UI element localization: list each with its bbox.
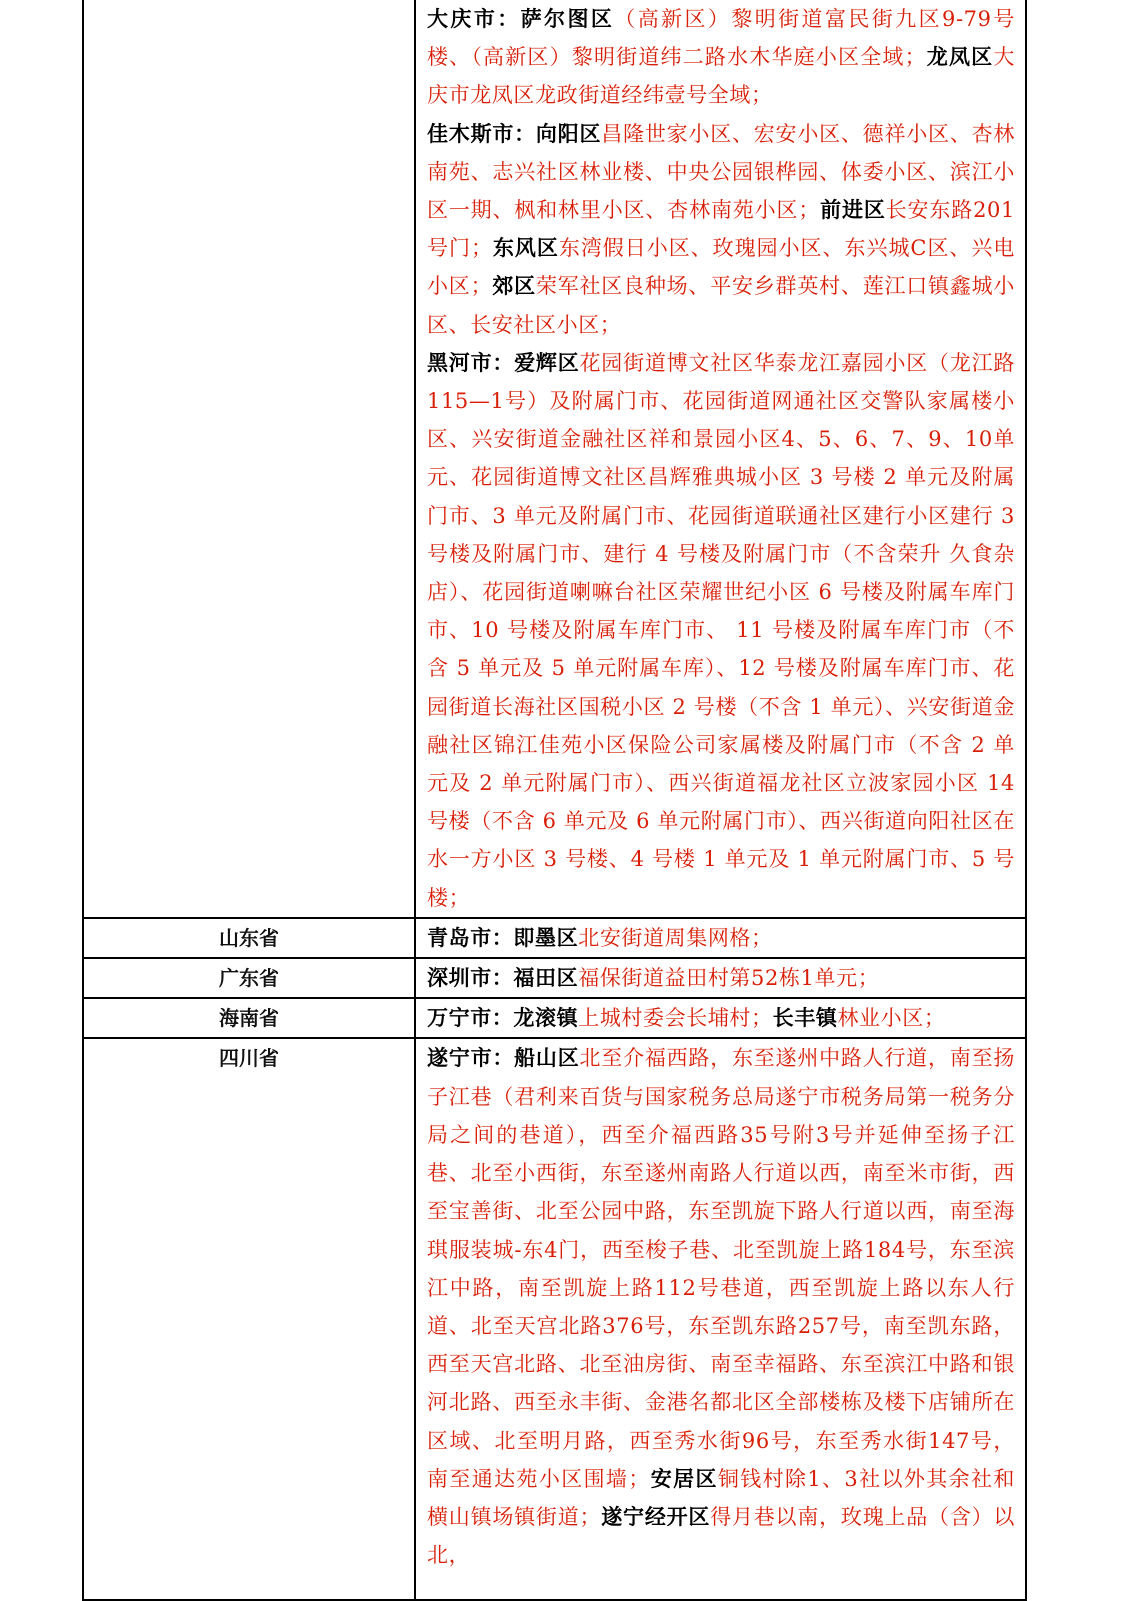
area-detail: 花园街道博文社区华泰龙江嘉园小区（龙江路115—1号）及附属门市、花园街道网通社区交警队家属楼小区、兴安街道金融社区祥和景园小区4、5、6、7、9、10单元、花园街道博文社区昌辉雅典城小区 3 号楼 2 单元及附属门市、3 单元及附属门市、花园街道联通社区建行小区建行 3 号楼及附属门市、建行 4 号楼及附属门市（不含荣升 久食杂店）、花园街道喇嘛台社区荣耀世纪小区 6 号楼及附属车库门市、10 号楼及附属车库门市、 11 号楼及附属车库门市（不含 5 单元及 5 单元附属车库）、12 号楼及附属车库门市、花园街道长海社区国税小区 2 号楼（不含 1 单元）、兴安街道金融社区锦江佳苑小区保险公司家属楼及附属门市（不含 2 单元及 2 单元附属门市）、西兴街道福龙社区立波家园小区 14 号楼（不含 6 单元及 6 单元附属门市）、西兴街道向阳社区在水一方小区 3 号楼、4 号楼 1 单元及 1 单元附属门市、5 号楼； — [427, 350, 1015, 910]
table-row — [83, 998, 1026, 1038]
region-name: 萨尔图区 — [520, 7, 615, 31]
area-list-cell — [415, 918, 1026, 958]
area-detail: 长安东路201号门； — [427, 198, 1015, 261]
region-name: 郊区 — [492, 274, 536, 299]
area-detail: （高新区）黎明街道富民街九区9-79号楼、（高新区）黎明街道纬二路水木华庭小区全域； — [427, 7, 1015, 70]
table-row — [83, 1038, 1026, 1600]
region-name: 遂宁市： — [427, 1046, 515, 1071]
region-name: 遂宁经开区 — [601, 1504, 711, 1529]
risk-area-table — [82, 0, 1027, 1601]
area-paragraph — [427, 344, 1015, 917]
area-detail: 上城村委会长埔村； — [578, 1006, 773, 1031]
region-name: 爱辉区 — [514, 350, 580, 375]
region-name: 长丰镇 — [772, 1006, 838, 1031]
region-name: 即墨区 — [513, 925, 579, 950]
region-name: 大庆市： — [427, 7, 521, 31]
area-list-cell — [415, 0, 1026, 918]
region-name: 万宁市： — [427, 1006, 514, 1031]
region-name: 船山区 — [514, 1046, 580, 1071]
region-name: 龙凤区 — [926, 45, 994, 70]
area-detail: 铜钱村除1、3社以外其余社和横山镇场镇街道； — [427, 1466, 1015, 1529]
area-detail: 得月巷以南，玫瑰上品（含）以北， — [427, 1504, 1015, 1568]
province-cell: 广东省 — [83, 958, 415, 998]
area-paragraph — [427, 0, 1015, 115]
area-paragraph — [427, 999, 1015, 1037]
region-name: 黑河市： — [427, 350, 515, 375]
table-row — [83, 918, 1026, 958]
region-name: 东风区 — [492, 236, 559, 261]
table-row — [83, 958, 1026, 998]
region-name: 福田区 — [513, 966, 579, 991]
area-detail: 北至介福西路，东至遂州中路人行道，南至扬子江巷（君利来百货与国家税务总局遂宁市税务局第一税务分局之间的巷道），西至介福西路35号附3号并延伸至扬子江巷、北至小西街，东至遂州南路人行道以西，南至米市街，西至宝善街、北至公园中路，东至凯旋下路人行道以西，南至海琪服装城-东4门，西至梭子巷、北至凯旋上路184号，东至滨江中路，南至凯旋上路112号巷道，西至凯旋上路以东人行道、北至天宫北路376号，东至凯东路257号，南至凯东路，西至天宫北路、北至油房街、南至幸福路、东至滨江中路和银河北路、西至永丰街、金港名都北区全部楼栋及楼下店铺所在区域、北至明月路，西至秀水街96号，东至秀水街147号，南至通达苑小区围墙； — [427, 1046, 1015, 1491]
area-paragraph — [427, 959, 1015, 997]
region-name: 安居区 — [649, 1466, 718, 1491]
area-paragraph — [427, 115, 1015, 344]
province-cell — [83, 0, 415, 918]
region-name: 深圳市： — [427, 966, 514, 991]
table-row — [83, 0, 1026, 918]
area-detail: 林业小区； — [837, 1006, 946, 1031]
area-list-cell — [415, 958, 1026, 998]
region-name: 青岛市： — [427, 925, 514, 950]
area-paragraph — [427, 1039, 1015, 1574]
area-detail: 昌隆世家小区、宏安小区、德祥小区、杏林南苑、志兴社区林业楼、中央公园银桦园、体委小区、滨江小区一期、枫和林里小区、杏林南苑小区； — [427, 121, 1015, 223]
area-detail: 大庆市龙凤区龙政街道经纬壹号全域； — [427, 45, 1015, 108]
province-cell: 四川省 — [83, 1038, 415, 1600]
area-detail: 东湾假日小区、玫瑰园小区、东兴城C区、兴电小区； — [427, 236, 1015, 299]
province-cell: 海南省 — [83, 998, 415, 1038]
area-detail: 福保街道益田村第52栋1单元； — [578, 966, 880, 991]
area-detail: 荣军社区良种场、平安乡群英村、莲江口镇鑫城小区、长安社区小区； — [427, 274, 1015, 337]
region-name: 佳木斯市： — [427, 121, 536, 146]
area-paragraph — [427, 919, 1015, 957]
region-name: 前进区 — [819, 198, 886, 223]
region-name: 向阳区 — [535, 121, 602, 146]
area-detail: 北安街道周集网格； — [578, 925, 773, 950]
area-list-cell — [415, 998, 1026, 1038]
region-name: 龙滚镇 — [513, 1006, 579, 1031]
province-cell: 山东省 — [83, 918, 415, 958]
area-list-cell — [415, 1038, 1026, 1600]
